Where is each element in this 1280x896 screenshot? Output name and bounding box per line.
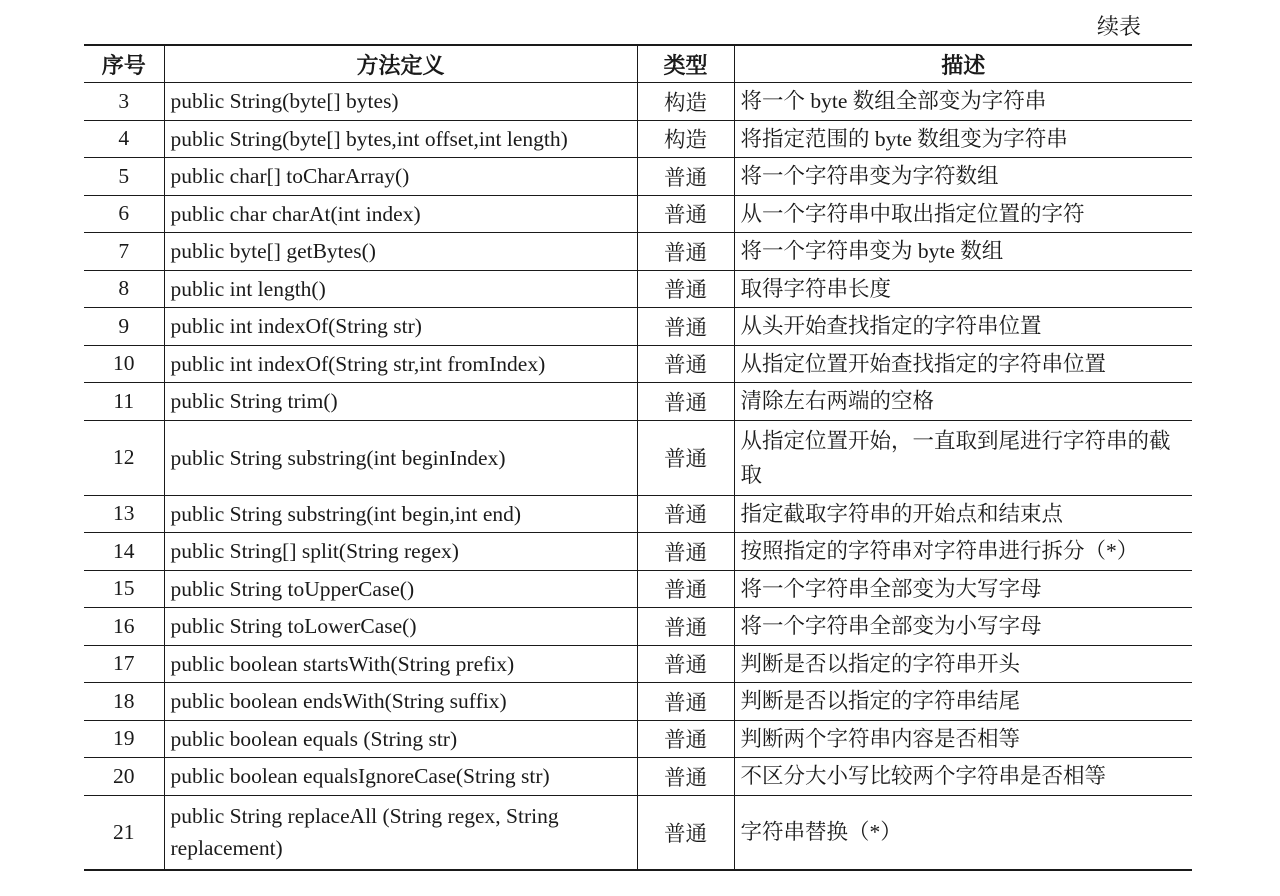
method-description: 将一个字符串全部变为小写字母	[734, 608, 1192, 646]
method-definition: public boolean equals (String str)	[164, 720, 637, 758]
row-number: 11	[113, 388, 135, 413]
method-description: 将一个 byte 数组全部变为字符串	[734, 83, 1192, 121]
header-no: 序号	[101, 52, 146, 78]
row-number: 18	[113, 688, 135, 713]
row-number: 12	[113, 445, 135, 469]
method-type: 普通	[637, 345, 734, 383]
table-row	[84, 645, 1192, 683]
table-row	[84, 758, 1192, 796]
method-type: 普通	[637, 795, 734, 870]
method-definition: public char charAt(int index)	[164, 195, 637, 233]
method-description: 取得字符串长度	[734, 270, 1192, 308]
table-row	[84, 420, 1192, 495]
table-body	[84, 83, 1192, 871]
row-number: 6	[118, 201, 130, 226]
method-type: 普通	[637, 608, 734, 646]
method-type: 构造	[637, 83, 734, 121]
table-row	[84, 608, 1192, 646]
table-row	[84, 120, 1192, 158]
method-type: 普通	[637, 495, 734, 533]
table-row	[84, 570, 1192, 608]
method-definition: public String replaceAll (String regex, String replacement)	[164, 795, 637, 870]
table-row	[84, 720, 1192, 758]
continued-table-label: 续表	[1097, 14, 1142, 39]
string-methods-table	[84, 44, 1192, 871]
row-number: 16	[113, 613, 135, 638]
table-row	[84, 495, 1192, 533]
method-definition: public boolean equalsIgnoreCase(String str)	[164, 758, 637, 796]
method-description: 判断是否以指定的字符串结尾	[734, 683, 1192, 721]
table-row	[84, 795, 1192, 870]
row-number: 20	[113, 763, 135, 788]
method-description: 将一个字符串全部变为大写字母	[734, 570, 1192, 608]
method-definition: public String trim()	[164, 383, 637, 421]
method-definition: public String(byte[] bytes,int offset,int length)	[164, 120, 637, 158]
table-header	[84, 45, 1192, 83]
table-row	[84, 233, 1192, 271]
method-description: 将一个字符串变为 byte 数组	[734, 233, 1192, 271]
row-number: 7	[118, 238, 130, 263]
method-definition: public String substring(int beginIndex)	[164, 420, 637, 495]
table-row	[84, 270, 1192, 308]
method-definition: public String substring(int begin,int end)	[164, 495, 637, 533]
method-type: 构造	[637, 120, 734, 158]
header-row	[84, 45, 1192, 83]
row-number: 4	[118, 126, 130, 151]
row-number: 21	[113, 819, 135, 844]
method-description: 从一个字符串中取出指定位置的字符	[734, 195, 1192, 233]
table-row	[84, 195, 1192, 233]
method-type: 普通	[637, 645, 734, 683]
method-definition: public boolean endsWith(String suffix)	[164, 683, 637, 721]
table-row	[84, 83, 1192, 121]
method-type: 普通	[637, 270, 734, 308]
method-type: 普通	[637, 195, 734, 233]
method-description: 不区分大小写比较两个字符串是否相等	[734, 758, 1192, 796]
method-description: 将指定范围的 byte 数组变为字符串	[734, 120, 1192, 158]
method-definition: public byte[] getBytes()	[164, 233, 637, 271]
row-number: 9	[118, 313, 130, 338]
method-definition: public String[] split(String regex)	[164, 533, 637, 571]
row-number: 3	[118, 88, 130, 113]
method-definition: public int length()	[164, 270, 637, 308]
header-type: 类型	[637, 45, 734, 83]
method-type: 普通	[637, 158, 734, 196]
method-definition: public char[] toCharArray()	[164, 158, 637, 196]
table-row	[84, 533, 1192, 571]
method-description: 从指定位置开始，一直取到尾进行字符串的截取	[734, 420, 1192, 495]
method-description: 将一个字符串变为字符数组	[734, 158, 1192, 196]
row-number: 5	[118, 163, 130, 188]
row-number: 15	[113, 576, 135, 601]
row-number: 14	[113, 538, 135, 563]
method-type: 普通	[637, 308, 734, 346]
row-number: 17	[113, 651, 135, 676]
method-description: 从头开始查找指定的字符串位置	[734, 308, 1192, 346]
method-type: 普通	[637, 683, 734, 721]
method-definition: public String toUpperCase()	[164, 570, 637, 608]
method-description: 指定截取字符串的开始点和结束点	[734, 495, 1192, 533]
table-row	[84, 345, 1192, 383]
method-type: 普通	[637, 383, 734, 421]
table-row	[84, 158, 1192, 196]
table-row	[84, 683, 1192, 721]
table-row	[84, 308, 1192, 346]
method-definition: public boolean startsWith(String prefix)	[164, 645, 637, 683]
row-number: 8	[118, 276, 130, 301]
method-description: 判断两个字符串内容是否相等	[734, 720, 1192, 758]
method-type: 普通	[637, 533, 734, 571]
method-description: 判断是否以指定的字符串开头	[734, 645, 1192, 683]
method-type: 普通	[637, 420, 734, 495]
table-row	[84, 383, 1192, 421]
row-number: 10	[113, 351, 135, 376]
method-description: 清除左右两端的空格	[734, 383, 1192, 421]
method-definition: public int indexOf(String str,int fromIndex)	[164, 345, 637, 383]
row-number: 19	[113, 726, 135, 751]
method-description: 按照指定的字符串对字符串进行拆分（*）	[734, 533, 1192, 571]
method-type: 普通	[637, 758, 734, 796]
method-type: 普通	[637, 720, 734, 758]
header-definition: 方法定义	[164, 45, 637, 83]
method-type: 普通	[637, 233, 734, 271]
method-description: 字符串替换（*）	[734, 795, 1192, 870]
header-description: 描述	[734, 45, 1192, 83]
method-definition: public int indexOf(String str)	[164, 308, 637, 346]
row-number: 13	[113, 501, 135, 526]
method-definition: public String(byte[] bytes)	[164, 83, 637, 121]
method-description: 从指定位置开始查找指定的字符串位置	[734, 345, 1192, 383]
method-definition: public String toLowerCase()	[164, 608, 637, 646]
method-type: 普通	[637, 570, 734, 608]
